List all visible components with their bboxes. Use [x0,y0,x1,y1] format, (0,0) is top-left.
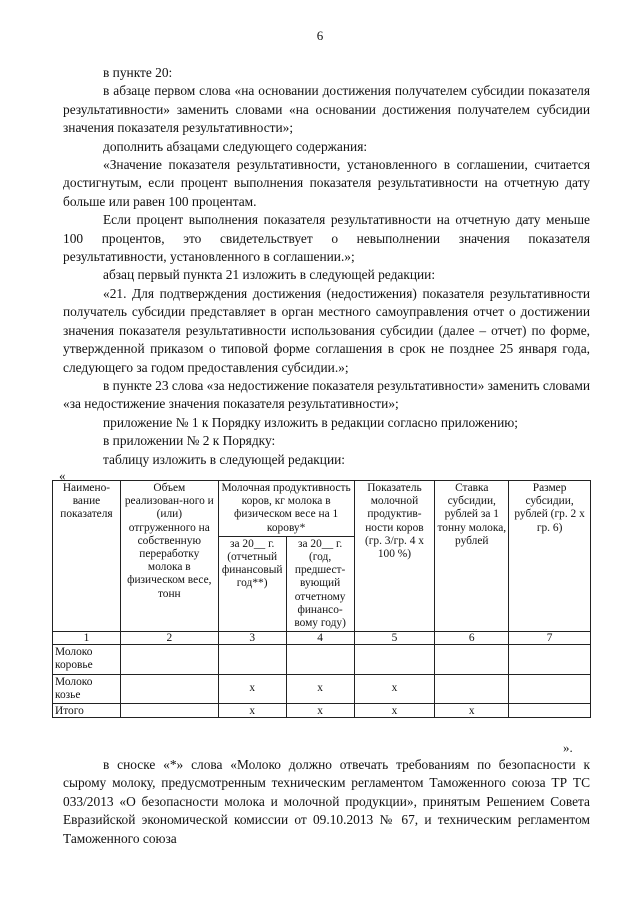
table-cell [509,674,591,703]
header-cell: Объем реализован-ного и (или) отгруженного на собственную переработку молока в физическом весе, тонн [120,481,218,632]
column-number: 4 [286,632,354,645]
column-number: 5 [354,632,435,645]
table-cell: x [354,674,435,703]
column-number: 7 [509,632,591,645]
paragraph: в пункте 23 слова «за недостижение показателя результативности» заменить словами «за недостижение значения показателя результативности»; [63,377,590,412]
column-number: 1 [53,632,121,645]
table-cell [509,645,591,674]
table-cell: x [354,704,435,718]
paragraph: «21. Для подтверждения достижения (недостижения) показателя результативности получатель субсидии представляет в орган местного самоуправления отчет о достижении значения показателя результативности использования субсидии (далее – отчет) по форме, утвержденной приказом о типовой форме соглашения в срок не позднее 25 января года, следующего за годом предоставления субсидии.»; [63,285,590,375]
row-label: Итого [53,704,121,718]
table-cell [354,645,435,674]
header-subcell: за 20__ г. (отчетный финансовый год**) [218,536,286,631]
document-body [63,64,590,469]
table-cell [286,645,354,674]
row-label: Молоко козье [53,674,121,703]
paragraph: приложение № 1 к Порядку изложить в редакции согласно приложению; [103,414,518,430]
column-number-row [53,632,591,645]
table-open-quote: « [59,468,66,483]
table-cell: x [218,704,286,718]
paragraph: в приложении № 2 к Порядку: [103,433,276,449]
paragraph: «Значение показателя результативности, установленного в соглашении, считается достигнутым, если процент выполнения показателя результативности на отчетную дату больше или равен 100 процентам. [63,157,590,209]
paragraph: абзац первый пункта 21 изложить в следующей редакции: [103,267,436,283]
row-label: Молоко коровье [53,645,121,674]
paragraph: в пункте 20: [103,65,173,80]
paragraph: в абзаце первом слова «на основании достижения получателем субсидии показателя результативности» заменить словами «на основании достижения получателем субсидии значения показателя результативности»; [63,83,590,136]
subsidy-table [52,480,591,718]
table-cell: x [218,674,286,703]
table-row [53,645,591,674]
paragraph: в сноске «*» слова «Молоко должно отвечать требованиям по безопасности к сырому молоку, предусмотренным техническим регламентом Таможенного союза ТР ТС 033/2013 «О безопасности молока и молочной продукции», принятым Решением Совета Евразийской экономической комиссии от 09.10.2013 № 67, и техническим регламентом Таможенного союза [63,757,590,846]
table-cell [435,674,509,703]
header-cell: Ставка субсидии, рублей за 1 тонну молока, рублей [435,481,509,632]
column-number: 3 [218,632,286,645]
paragraph: дополнить абзацами следующего содержания: [103,138,368,154]
table-cell [435,645,509,674]
table-cell [218,645,286,674]
header-group-cell: Молочная продуктивность коров, кг молока в физическом весе на 1 корову* [218,481,354,537]
header-subcell: за 20__ г. (год, предшест-вующий отчетному финансо-вому году) [286,536,354,631]
table-cell: x [435,704,509,718]
column-number: 2 [120,632,218,645]
table-cell: x [286,674,354,703]
column-number: 6 [435,632,509,645]
table-cell [509,704,591,718]
table-cell: x [286,704,354,718]
footnote-amendment [63,756,590,848]
table-close-quote: ». [563,740,573,755]
header-cell: Наимено-вание показателя [53,481,121,632]
table-header-row [53,481,591,537]
table-row [53,674,591,703]
page-number: 6 [316,28,324,43]
header-cell: Размер субсидии, рублей (гр. 2 x гр. 6) [509,481,591,632]
table-cell [120,704,218,718]
paragraph: таблицу изложить в следующей редакции: [103,451,346,467]
header-cell: Показатель молочной продуктив-ности коров (гр. 3/гр. 4 x 100 %) [354,481,435,632]
table-row [53,704,591,718]
table-cell [120,674,218,703]
table-cell [120,645,218,674]
paragraph: Если процент выполнения показателя результативности на отчетную дату меньше 100 процентов, это свидетельствует о невыполнении значения показателя результативности, установленного в соглашении.»; [63,212,590,265]
